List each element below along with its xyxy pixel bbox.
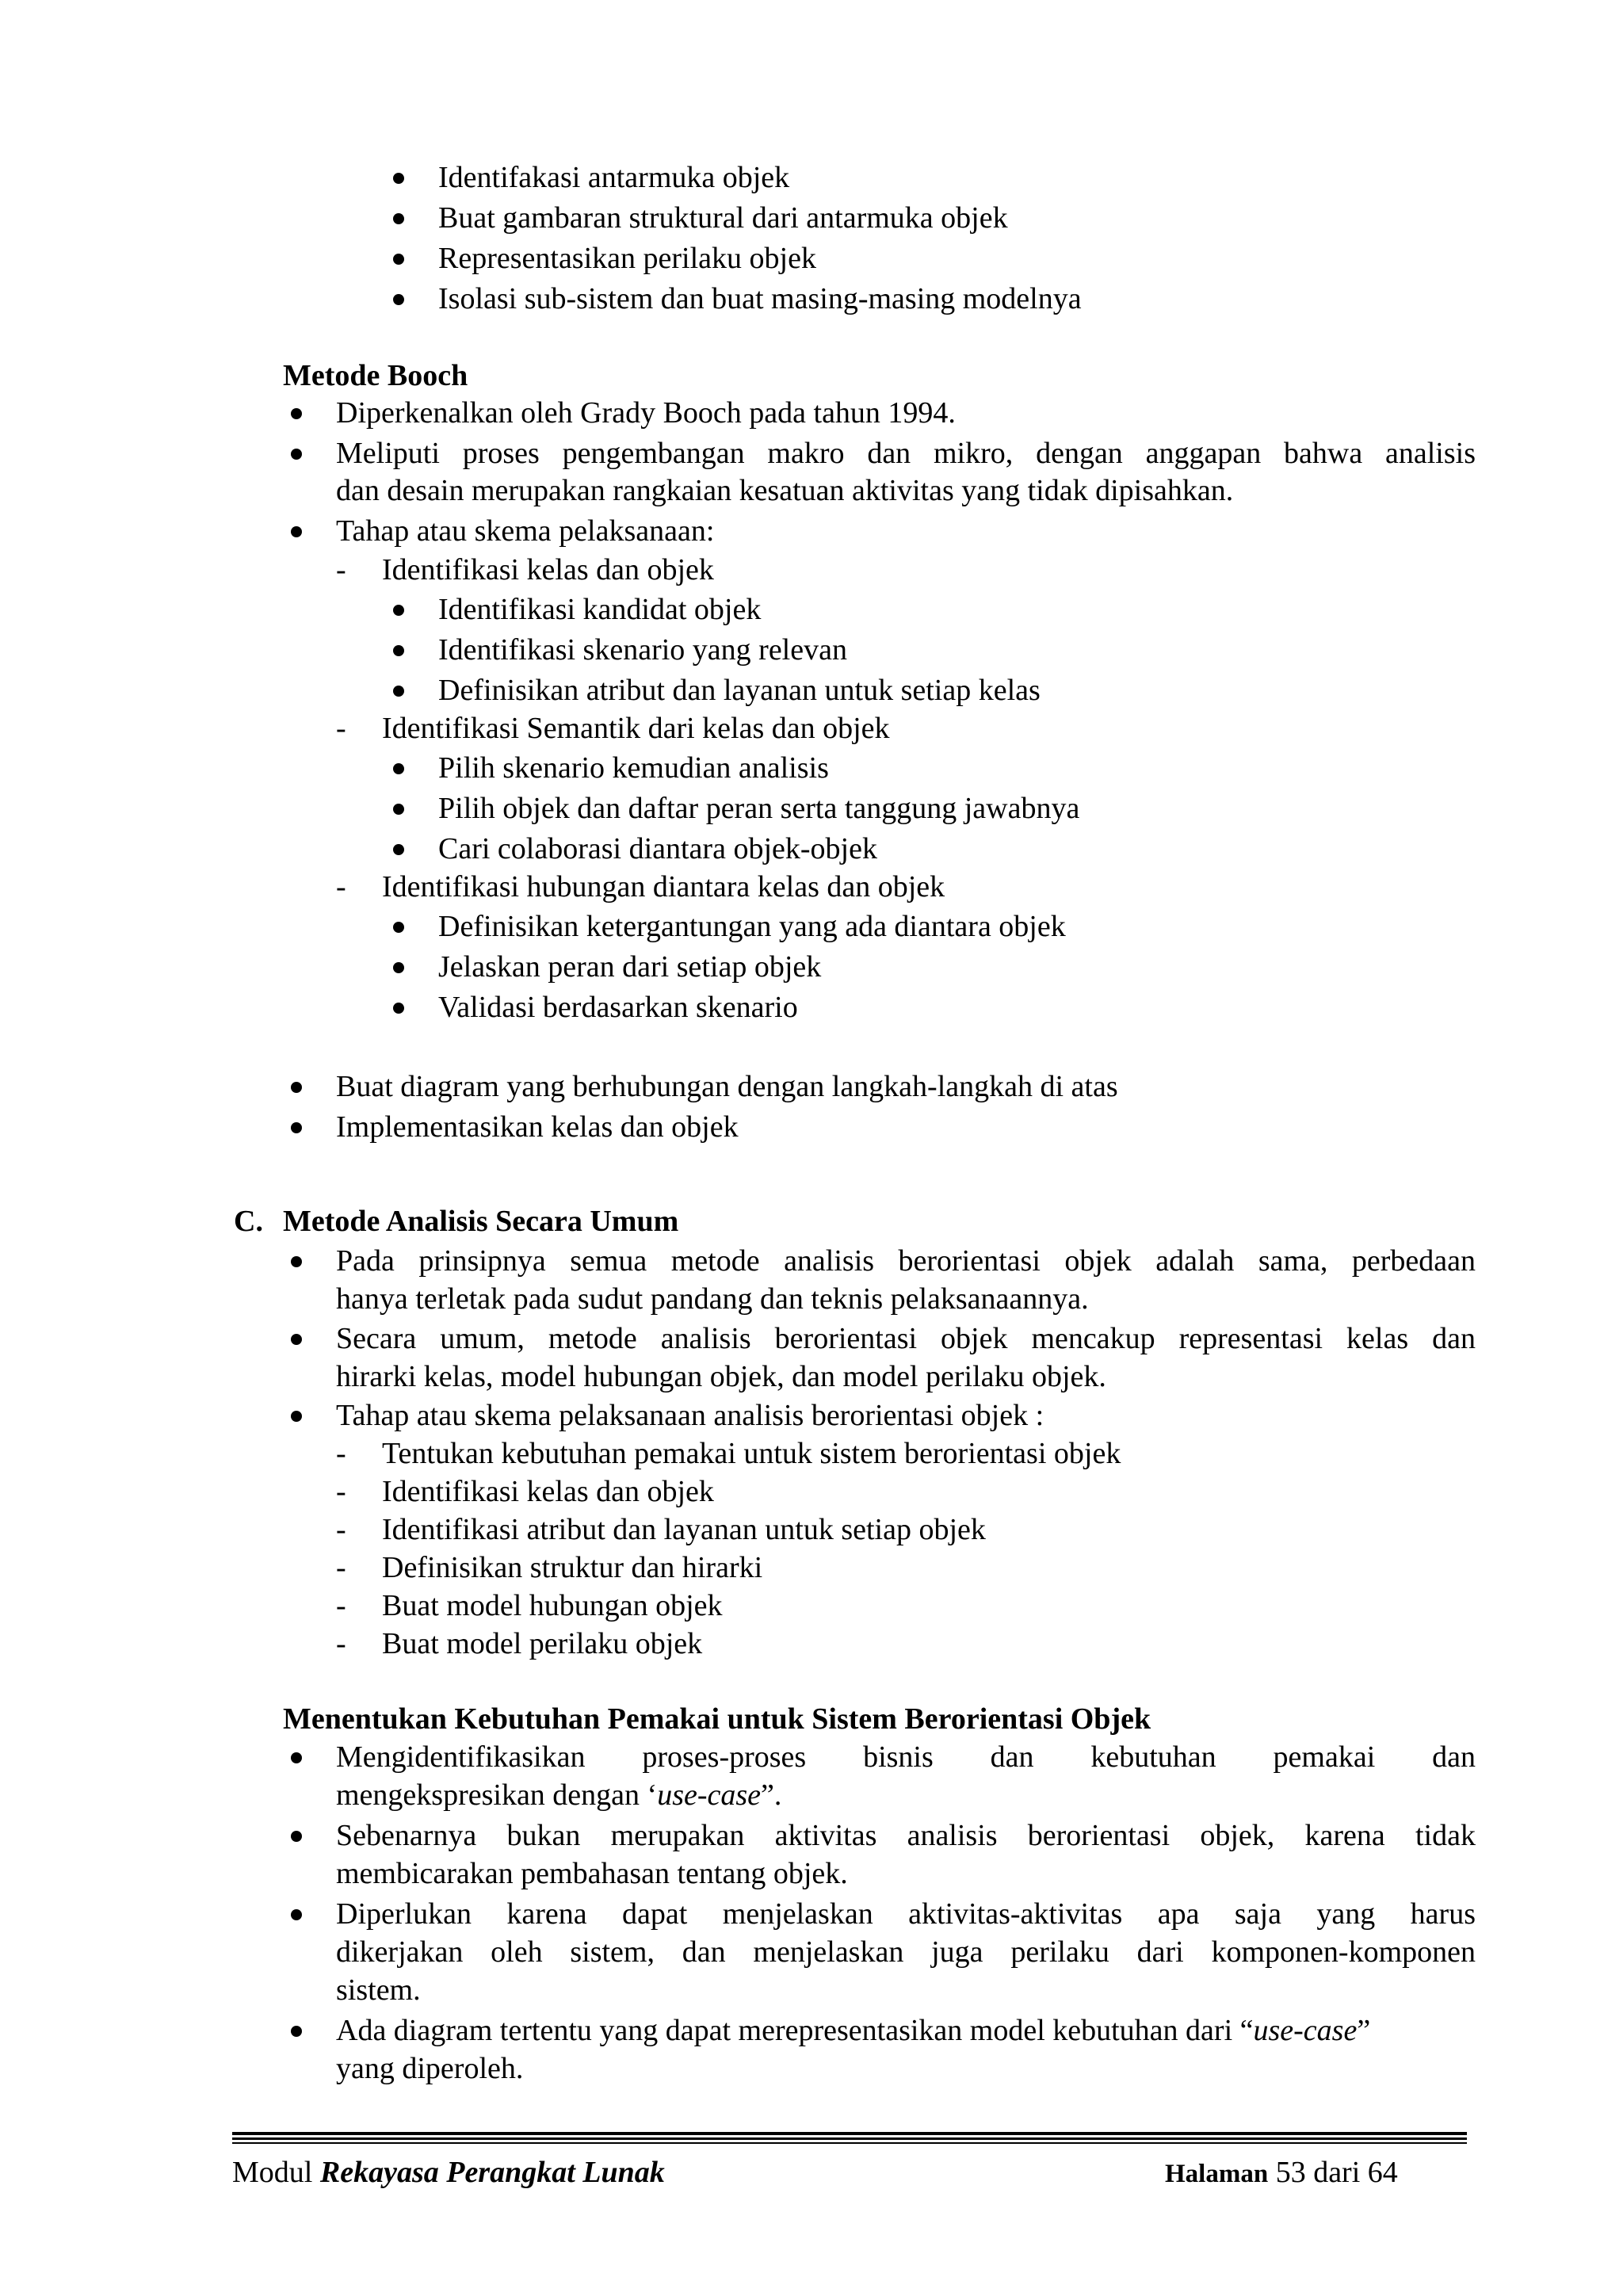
dash-marker: - <box>336 1513 346 1546</box>
section-letter: C. <box>234 1205 263 1238</box>
list-item: Tahap atau skema pelaksanaan analisis berorientasi objek : <box>336 1399 1044 1432</box>
list-item: Definisikan atribut dan layanan untuk setiap kelas <box>438 674 1041 707</box>
dash-marker: - <box>336 1627 346 1660</box>
step-item: Buat model perilaku objek <box>382 1627 703 1660</box>
list-item: Diperlukan karena dapat menjelaskan aktivitas-aktivitas apa saja yang harus <box>336 1897 1476 1931</box>
list-item-continuation: dikerjakan oleh sistem, dan menjelaskan juga perilaku dari komponen-komponen <box>336 1935 1476 1969</box>
list-item: Diperkenalkan oleh Grady Booch pada tahun 1994. <box>336 396 956 430</box>
list-item: Buat diagram yang berhubungan dengan langkah-langkah di atas <box>336 1070 1118 1103</box>
list-item-continuation: hirarki kelas, model hubungan objek, dan model perilaku objek. <box>336 1360 1106 1393</box>
step-item: Identifikasi atribut dan layanan untuk setiap objek <box>382 1513 986 1546</box>
dash-marker: - <box>336 1589 346 1622</box>
list-item: Buat gambaran struktural dari antarmuka objek <box>438 201 1008 235</box>
step-item: Tentukan kebutuhan pemakai untuk sistem berorientasi objek <box>382 1437 1121 1470</box>
list-item: Isolasi sub-sistem dan buat masing-masing modelnya <box>438 282 1082 315</box>
dash-marker: - <box>336 553 346 586</box>
list-item: Tahap atau skema pelaksanaan: <box>336 514 715 548</box>
list-item: Implementasikan kelas dan objek <box>336 1110 739 1144</box>
kebutuhan-heading: Menentukan Kebutuhan Pemakai untuk Sistem Berorientasi Objek <box>283 1702 1151 1736</box>
list-item: Ada diagram tertentu yang dapat merepresentasikan model kebutuhan dari “use-case” <box>336 2015 1476 2046</box>
dash-marker: - <box>336 1437 346 1470</box>
step-item: Buat model hubungan objek <box>382 1589 723 1622</box>
list-item-continuation: mengekspresikan dengan ‘use-case”. <box>336 1778 782 1812</box>
list-item: Pilih objek dan daftar peran serta tanggung jawabnya <box>438 792 1080 825</box>
list-item-continuation: membicarakan pembahasan tentang objek. <box>336 1857 848 1890</box>
list-item: Cari colaborasi diantara objek-objek <box>438 832 877 865</box>
list-item-continuation: dan desain merupakan rangkaian kesatuan aktivitas yang tidak dipisahkan. <box>336 474 1234 507</box>
step-item: Identifikasi kelas dan objek <box>382 1475 714 1508</box>
list-item: Representasikan perilaku objek <box>438 242 816 275</box>
list-item: Mengidentifikasikan proses-proses bisnis dan kebutuhan pemakai dan <box>336 1740 1476 1774</box>
list-item: Pada prinsipnya semua metode analisis berorientasi objek adalah sama, perbedaan <box>336 1244 1476 1278</box>
list-item-continuation: sistem. <box>336 1973 421 2007</box>
list-item-continuation: hanya terletak pada sudut pandang dan teknis pelaksanaannya. <box>336 1282 1089 1316</box>
list-item: Identifikasi kandidat objek <box>438 593 762 626</box>
footer-rule <box>232 2132 1467 2135</box>
dash-marker: - <box>336 1475 346 1508</box>
list-item: Definisikan ketergantungan yang ada diantara objek <box>438 910 1066 943</box>
dash-marker: - <box>336 1551 346 1584</box>
list-item: Secara umum, metode analisis berorientasi objek mencakup representasi kelas dan <box>336 1322 1476 1355</box>
list-item: Sebenarnya bukan merupakan aktivitas analisis berorientasi objek, karena tidak <box>336 1819 1476 1852</box>
list-item: Meliputi proses pengembangan makro dan mikro, dengan anggapan bahwa analisis <box>336 437 1476 470</box>
footer-module: Modul Rekayasa Perangkat Lunak <box>232 2156 665 2189</box>
booch-heading: Metode Booch <box>283 359 468 392</box>
list-item: Jelaskan peran dari setiap objek <box>438 950 822 984</box>
dash-marker: - <box>336 712 346 745</box>
footer-rule <box>232 2137 1467 2140</box>
footer-page-number: Halaman 53 dari 64 <box>1165 2156 1398 2189</box>
sub-step: Identifikasi Semantik dari kelas dan objek <box>382 712 890 745</box>
sub-step: Identifikasi kelas dan objek <box>382 553 714 586</box>
list-item: Validasi berdasarkan skenario <box>438 991 798 1024</box>
section-heading: Metode Analisis Secara Umum <box>283 1205 679 1238</box>
footer-rule <box>232 2142 1467 2144</box>
list-item: Pilih skenario kemudian analisis <box>438 751 829 785</box>
dash-marker: - <box>336 870 346 904</box>
list-item: Identifikasi skenario yang relevan <box>438 633 847 667</box>
list-item: Identifakasi antarmuka objek <box>438 161 790 194</box>
sub-step: Identifikasi hubungan diantara kelas dan objek <box>382 870 945 904</box>
step-item: Definisikan struktur dan hirarki <box>382 1551 763 1584</box>
list-item-continuation: yang diperoleh. <box>336 2052 524 2085</box>
